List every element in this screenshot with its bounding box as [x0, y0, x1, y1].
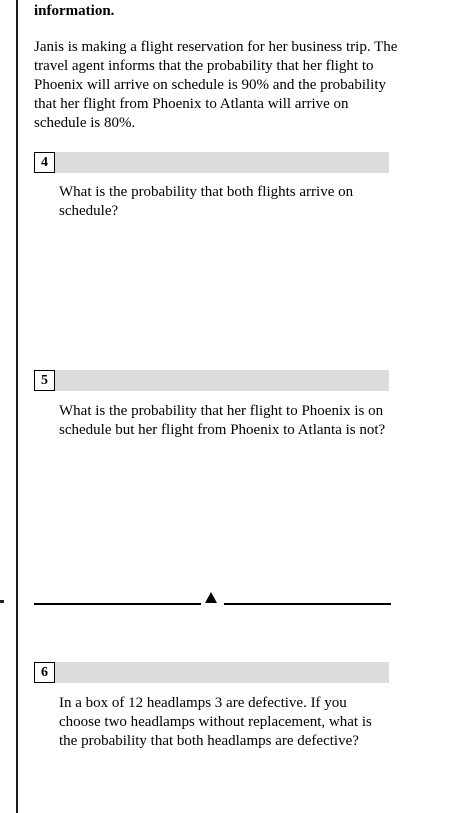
section-divider: [34, 592, 391, 610]
question-6-header-bar: [34, 662, 389, 683]
divider-line-left: [34, 603, 201, 605]
question-5-text: What is the probability that her flight to Phoenix is on schedule but her flight from Phoenix to Atlanta is not?: [59, 403, 386, 438]
question-4-header-bar: [34, 152, 389, 173]
intro-paragraph: Janis is making a flight reservation for her business trip. The travel agent informs that the probability that her flight to Phoenix will arrive on schedule is 90% and the probability that her flight from Phoenix to Atlanta will arrive on schedule is 80%.: [34, 39, 398, 131]
section-heading: information.: [34, 3, 115, 19]
edge-tick-mark: [0, 600, 4, 603]
triangle-marker-icon: [205, 592, 217, 603]
divider-line-right: [224, 603, 391, 605]
question-6-number-box: 6: [34, 662, 55, 683]
question-4-text: What is the probability that both flights arrive on schedule?: [59, 184, 354, 219]
page-margin-rule: [16, 0, 18, 813]
question-4-number-box: 4: [34, 152, 55, 173]
question-6-text: In a box of 12 headlamps 3 are defective. If you choose two headlamps without replacement, what is the probability that both headlamps are defective?: [59, 695, 372, 749]
question-5-header-bar: [34, 370, 389, 391]
question-5-number-box: 5: [34, 370, 55, 391]
